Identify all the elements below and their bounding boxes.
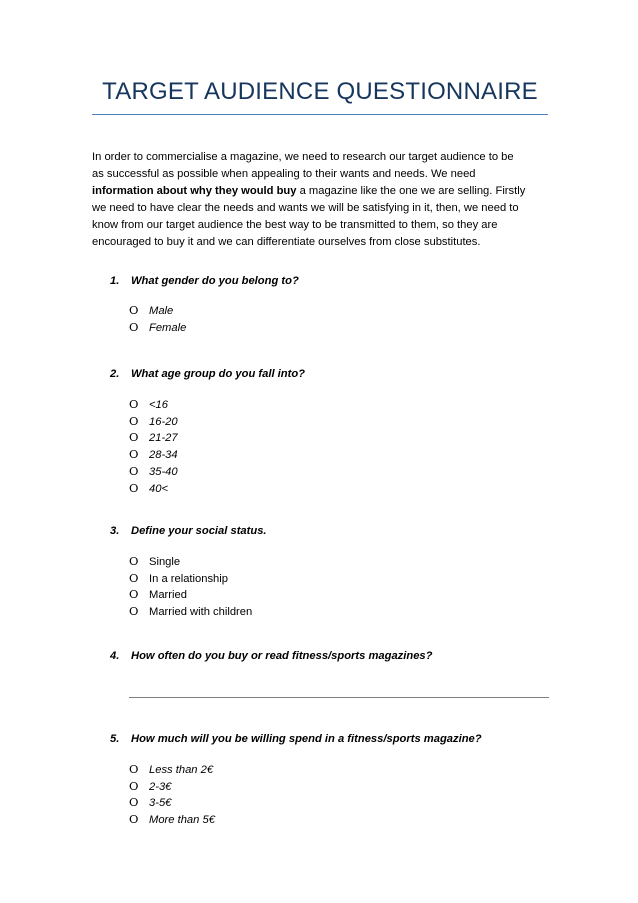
question-number: 5.: [110, 733, 120, 745]
option-married[interactable]: [129, 587, 252, 604]
intro-line-rest: a magazine like the one we are selling. Firstly: [296, 185, 526, 197]
question-5-options: [129, 762, 215, 829]
intro-line: encouraged to buy it and we can differentiate ourselves from close substitutes.: [92, 236, 481, 248]
option-label: 3-5€: [149, 797, 172, 810]
question-3-heading: [110, 525, 267, 537]
option-label: Female: [149, 321, 187, 334]
option-label: 16-20: [149, 415, 178, 428]
question-4-heading: [110, 650, 432, 662]
option-label: Married with children: [149, 606, 253, 619]
radio-icon[interactable]: O: [129, 303, 139, 317]
radio-icon[interactable]: O: [129, 778, 139, 793]
option-28-34[interactable]: [129, 447, 178, 464]
option-3-5[interactable]: [129, 795, 215, 812]
option-label: Less than 2€: [149, 764, 214, 776]
radio-icon[interactable]: O: [129, 554, 139, 568]
option-16-20[interactable]: [129, 414, 178, 431]
question-text: How much will you be willing spend in a fitness/sports magazine?: [131, 733, 482, 745]
radio-icon[interactable]: O: [129, 587, 139, 602]
option-label: In a relationship: [149, 572, 228, 585]
option-label: 28-34: [149, 449, 178, 462]
question-2-options: [129, 397, 178, 497]
radio-icon[interactable]: O: [129, 480, 139, 495]
question-text: How often do you buy or read fitness/sports magazines?: [131, 650, 433, 662]
option-in-a-relationship[interactable]: [129, 571, 252, 588]
option-less-than-2[interactable]: [129, 762, 215, 779]
option-under-16[interactable]: [129, 397, 178, 414]
option-over-40[interactable]: [129, 481, 178, 498]
option-label: 35-40: [149, 465, 178, 478]
option-label: More than 5€: [149, 814, 215, 827]
question-number: 1.: [110, 275, 120, 287]
question-2-heading: [110, 368, 305, 380]
question-1-options: [129, 303, 186, 336]
option-label: Married: [149, 589, 187, 602]
radio-icon[interactable]: O: [129, 430, 139, 445]
option-label: <16: [149, 399, 168, 411]
option-more-than-5[interactable]: [129, 812, 215, 829]
radio-icon[interactable]: O: [129, 463, 139, 478]
option-label: Male: [149, 305, 174, 317]
intro-line: [92, 183, 550, 200]
option-female[interactable]: [129, 320, 186, 337]
question-text: Define your social status.: [131, 525, 267, 537]
question-1-heading: [110, 275, 299, 287]
question-number: 3.: [110, 525, 120, 537]
intro-line: we need to have clear the needs and wants we will be satisfying in it, then, we need to: [92, 202, 519, 214]
radio-icon[interactable]: O: [129, 319, 139, 334]
option-35-40[interactable]: [129, 464, 178, 481]
question-text: What age group do you fall into?: [131, 368, 306, 380]
intro-emphasis: information about why they would buy: [92, 185, 297, 197]
title-underline: [92, 114, 548, 115]
option-2-3[interactable]: [129, 779, 215, 796]
intro-paragraph: [92, 149, 550, 251]
option-label: 2-3€: [149, 780, 172, 793]
answer-line-input[interactable]: [129, 697, 549, 698]
option-label: 21-27: [149, 432, 178, 445]
question-number: 2.: [110, 368, 120, 380]
option-single[interactable]: [129, 554, 252, 571]
option-21-27[interactable]: [129, 430, 178, 447]
radio-icon[interactable]: O: [129, 762, 139, 776]
question-text: What gender do you belong to?: [131, 275, 299, 287]
question-5-heading: [110, 733, 482, 745]
radio-icon[interactable]: O: [129, 795, 139, 810]
radio-icon[interactable]: O: [129, 812, 139, 827]
option-married-with-children[interactable]: [129, 604, 252, 621]
intro-line: know from our target audience the best way to be transmitted to them, so they are: [92, 219, 498, 231]
option-label: Single: [149, 556, 181, 568]
radio-icon[interactable]: O: [129, 604, 139, 619]
radio-icon[interactable]: O: [129, 413, 139, 428]
page-title: TARGET AUDIENCE QUESTIONNAIRE: [102, 78, 538, 105]
radio-icon[interactable]: O: [129, 447, 139, 462]
intro-line: In order to commercialise a magazine, we need to research our target audience to be: [92, 151, 514, 163]
option-male[interactable]: [129, 303, 186, 320]
radio-icon[interactable]: O: [129, 397, 139, 411]
question-3-options: [129, 554, 252, 621]
question-number: 4.: [110, 650, 120, 662]
option-label: 40<: [149, 482, 168, 495]
radio-icon[interactable]: O: [129, 570, 139, 585]
intro-line: as successful as possible when appealing to their wants and needs. We need: [92, 168, 476, 180]
